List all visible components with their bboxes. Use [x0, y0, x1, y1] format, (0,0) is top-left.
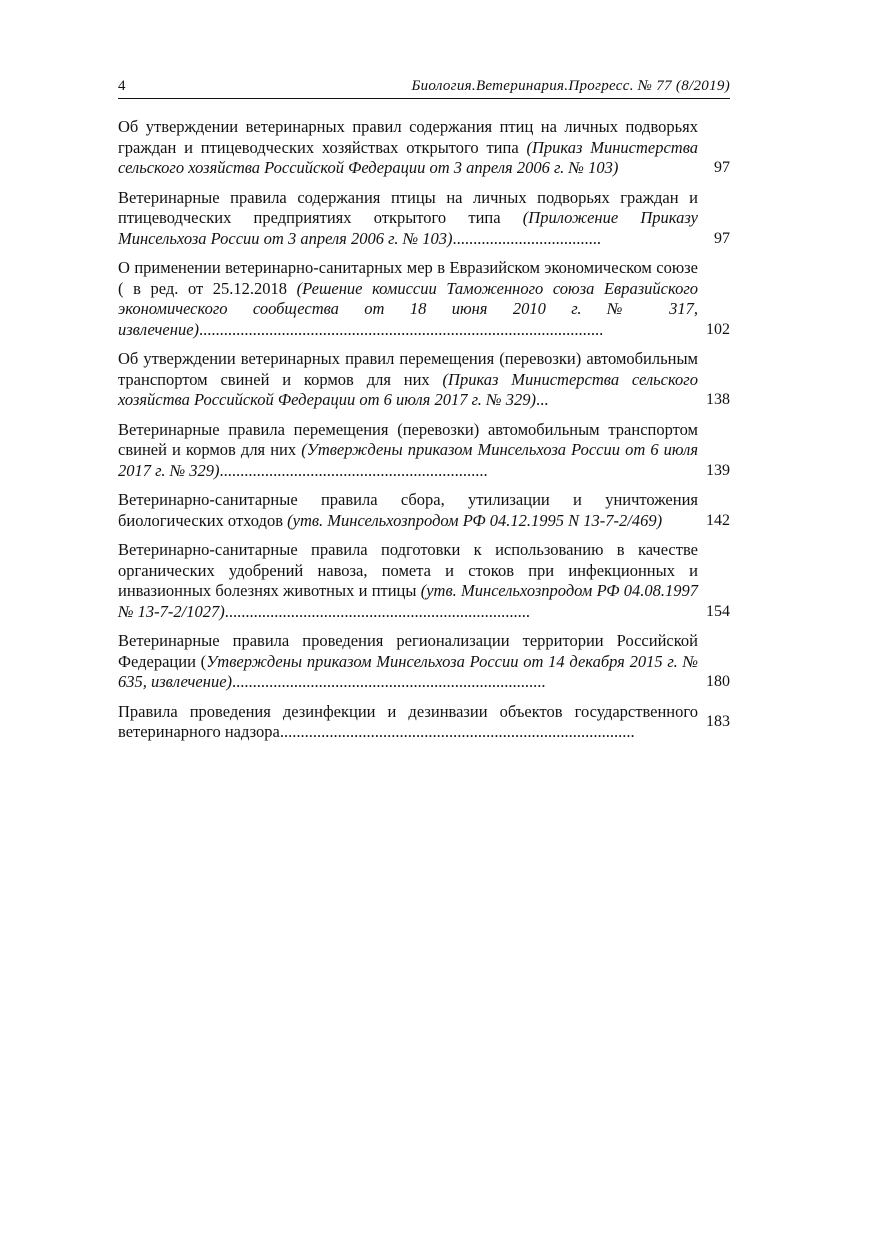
toc-entry-source: (Приказ Министерства сельского хозяйства Российской Федерации от 3 апреля 2006 г. № 103) — [118, 137, 699, 177]
toc-entry-dots: .......................................................................... — [224, 601, 531, 621]
toc-entry-dots: ............................................................................ — [232, 672, 546, 691]
toc-entry-title: О применении ветеринарно-санитарных мер в Евразийском экономическом союзе ( в ред. от 25.12.2018 — [118, 258, 698, 298]
toc-entry[interactable] — [118, 490, 730, 531]
toc-entry[interactable] — [118, 258, 730, 340]
toc-entry-page: 139 — [706, 461, 730, 479]
toc-entry-dots: ................................................................. — [219, 460, 488, 480]
toc-entry-dots: ...................................................................................... — [279, 722, 635, 741]
page-number: 4 — [118, 78, 126, 94]
toc-entry-source: (утв. Минсельхозпродом РФ 04.08.1997 № 13-7-2/1027) — [118, 581, 698, 621]
journal-title: Биология.Ветеринария.Прогресс. № 77 (8/2019) — [411, 78, 730, 94]
toc-entry-source: (Приказ Министерства сельского хозяйства Российской Федерации от 6 июля 2017 г. № 329) — [118, 369, 698, 409]
toc-entry-page: 102 — [706, 320, 730, 338]
toc-entry[interactable] — [118, 117, 730, 179]
page — [118, 76, 730, 752]
toc-entry-source: (Решение комиссии Таможенного союза Евразийского экономического сообщества от 18 июня 2010 г. № 317, извлечение) — [118, 278, 699, 339]
running-header — [118, 76, 730, 99]
toc-entry[interactable] — [118, 420, 730, 482]
toc-entry-page: 180 — [706, 673, 730, 690]
toc-entry-page: 154 — [706, 602, 730, 620]
toc-entry-page: 97 — [714, 229, 730, 247]
toc-entry-page: 183 — [706, 712, 730, 730]
toc-entry-page: 142 — [706, 511, 730, 529]
toc-entry-title: Ветеринарно-санитарные правила сбора, утилизации и уничтожения биологических отходов — [118, 490, 698, 530]
toc-entry[interactable] — [118, 188, 730, 250]
toc-entry-source: (утв. Минсельхозпродом РФ 04.12.1995 N 13-7-2/469) — [287, 510, 663, 530]
table-of-contents — [118, 117, 730, 743]
toc-entry-title: Ветеринарные правила содержания птицы на личных подворьях граждан и птицеводческих предприятиях открытого типа — [118, 187, 698, 227]
toc-entry-title: Ветеринарные правила проведения регионализации территории Российской Федерации ( — [118, 631, 698, 671]
toc-entry[interactable] — [118, 702, 730, 743]
toc-entry[interactable] — [118, 349, 730, 411]
toc-entry-title: Правила проведения дезинфекции и дезинвазии объектов государственного ветеринарного надзора — [118, 701, 698, 741]
toc-entry-dots: .................................................................................................. — [199, 319, 604, 339]
toc-entry-title: Об утверждении ветеринарных правил содержания птиц на личных подворьях граждан и птицеводческих хозяйствах открытого типа — [118, 117, 698, 157]
toc-entry-dots: .................................... — [452, 228, 602, 248]
toc-entry-source: Утверждены приказом Минсельхоза России от 14 декабря 2015 г. № 635, извлечение) — [118, 651, 699, 691]
toc-entry-source: (Приложение Приказу Минсельхоза России от 3 апреля 2006 г. № 103) — [118, 208, 698, 248]
toc-entry-title: Ветеринарные правила перемещения (перевозки) автомобильным транспортом свиней и кормов для них — [118, 419, 698, 459]
toc-entry[interactable] — [118, 540, 730, 622]
toc-entry-source: (Утверждены приказом Минсельхоза России от 6 июля 2017 г. № 329) — [118, 440, 698, 480]
toc-entry-page: 138 — [706, 391, 730, 408]
toc-entry-page: 97 — [714, 159, 730, 176]
toc-entry-title: Ветеринарно-санитарные правила подготовки к использованию в качестве органических удобрений навоза, помета и стоков при инфекционных и инвазионных болезнях животных и птицы — [118, 540, 698, 600]
toc-entry-title: Об утверждении ветеринарных правил перемещения (перевозки) автомобильным транспортом свиней и кормов для них — [118, 349, 698, 389]
toc-entry[interactable] — [118, 631, 730, 693]
toc-entry-dots: ... — [535, 390, 549, 409]
